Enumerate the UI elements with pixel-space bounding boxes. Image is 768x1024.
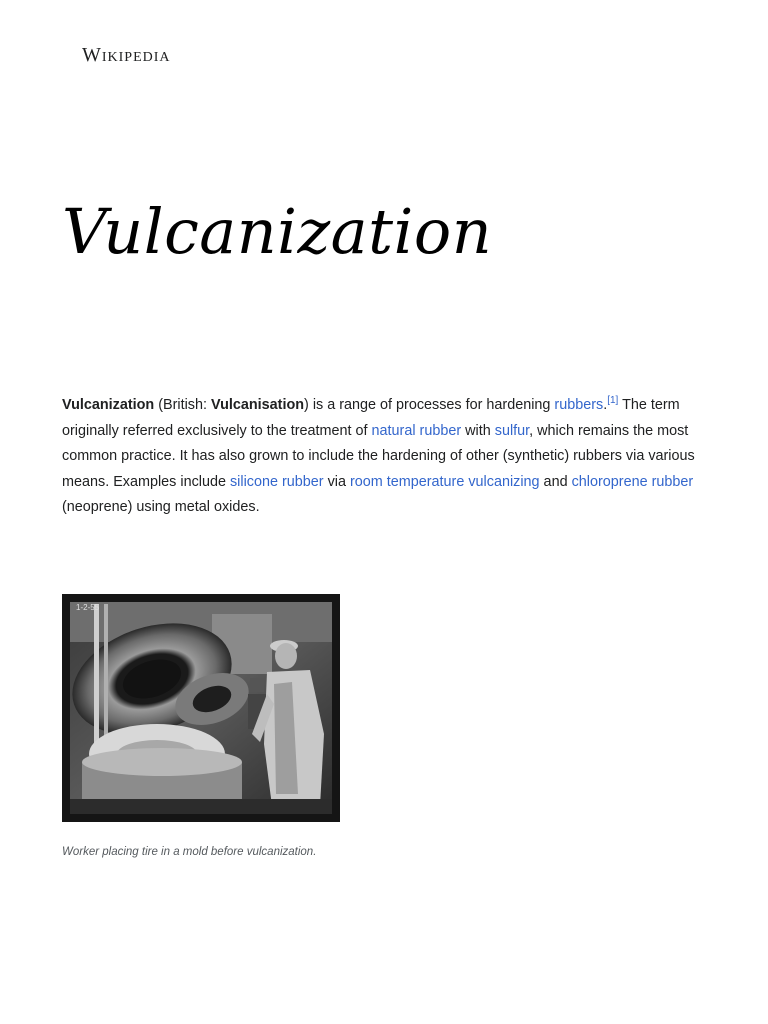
- wikipedia-wordmark[interactable]: Wikipedia: [82, 44, 171, 66]
- link-rubbers[interactable]: rubbers: [554, 397, 604, 413]
- lead-text: via: [323, 473, 350, 490]
- lead-text: The term originally referred exclusively to the treatment of: [62, 397, 680, 439]
- page-title: Vulcanization: [62, 195, 493, 268]
- lead-term: Vulcanization: [62, 397, 155, 413]
- lead-text: with: [461, 422, 495, 439]
- lead-text: (neoprene) using metal oxides.: [62, 499, 260, 515]
- lead-british-term: Vulcanisation: [211, 397, 305, 413]
- photo-corner-mark: 1-2-55: [76, 603, 100, 612]
- lead-paragraph: [62, 393, 710, 521]
- figure-caption: Worker placing tire in a mold before vulcanization.: [62, 846, 317, 858]
- link-natural-rubber[interactable]: natural rubber: [371, 422, 462, 439]
- link-silicone-rubber[interactable]: silicone rubber: [229, 473, 324, 490]
- link-room-temperature-vulcanizing[interactable]: room temperature vulcanizing: [349, 473, 540, 490]
- lead-text: and: [539, 473, 572, 490]
- lead-text: .: [603, 397, 608, 413]
- link-sulfur[interactable]: sulfur: [494, 422, 530, 439]
- lead-text: (British:: [154, 397, 211, 413]
- lead-text: ) is a range of processes for hardening: [304, 397, 555, 413]
- worker-tire-photo-illustration: [62, 594, 340, 822]
- reference-1[interactable]: [1]: [607, 395, 619, 407]
- figure-worker-tire-mold-photo[interactable]: [62, 594, 340, 822]
- lead-text: , which remains the most common practice. It has also grown to include the hardening of other (synthetic) rubbers via various means. Examples include: [62, 422, 695, 490]
- link-chloroprene-rubber[interactable]: chloroprene rubber: [571, 473, 694, 490]
